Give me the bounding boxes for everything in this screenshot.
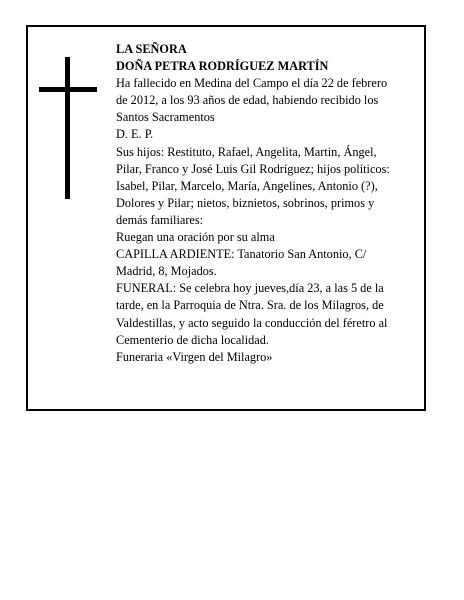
deceased-name: DOÑA PETRA RODRÍGUEZ MARTÍN bbox=[116, 59, 329, 74]
family-line-1: Sus hijos: Restituto, Rafael, Angelita, Martin, Ángel, bbox=[116, 144, 377, 159]
cross-vertical-bar bbox=[65, 57, 70, 199]
obituary-notice bbox=[26, 25, 426, 411]
family-line-4: Dolores y Pilar; nietos, biznietos, sobrinos, primos y bbox=[116, 195, 375, 210]
family-line-2: Pilar, Franco y José Luis Gil Rodríguez; hijos políticos: bbox=[116, 161, 390, 176]
funeral-line-4: Cementerio de dicha localidad. bbox=[116, 332, 269, 347]
family-line-5: demás familiares: bbox=[116, 212, 204, 227]
funeral-home: Funeraria «Virgen del Milagro» bbox=[116, 349, 273, 364]
death-announcement-line-3: Santos Sacramentos bbox=[116, 110, 215, 125]
funeral-line-1: FUNERAL: Se celebra hoy jueves,día 23, a las 5 de la bbox=[116, 281, 384, 296]
chapel-line-1: CAPILLA ARDIENTE: Tanatorio San Antonio, C/ bbox=[116, 247, 367, 262]
death-announcement-line-2: de 2012, a los 93 años de edad, habiendo recibido los bbox=[116, 93, 379, 108]
notice-text-block bbox=[116, 41, 428, 366]
latin-cross-icon bbox=[39, 57, 97, 199]
prayer-request: Ruegan una oración por su alma bbox=[116, 230, 275, 245]
chapel-line-2: Madrid, 8, Mojados. bbox=[116, 264, 217, 279]
rest-in-peace: D. E. P. bbox=[116, 127, 154, 142]
death-announcement-line-1: Ha fallecido en Medina del Campo el día 22 de febrero bbox=[116, 76, 388, 91]
family-line-3: Isabel, Pilar, Marcelo, María, Angelines, Antonio (?), bbox=[116, 178, 378, 193]
cross-horizontal-bar bbox=[39, 87, 97, 92]
notice-heading: LA SEÑORA bbox=[116, 42, 187, 56]
funeral-line-2: tarde, en la Parroquia de Ntra. Sra. de los Milagros, de bbox=[116, 298, 384, 313]
funeral-line-3: Valdestillas, y acto seguido la conducción del féretro al bbox=[116, 315, 388, 330]
